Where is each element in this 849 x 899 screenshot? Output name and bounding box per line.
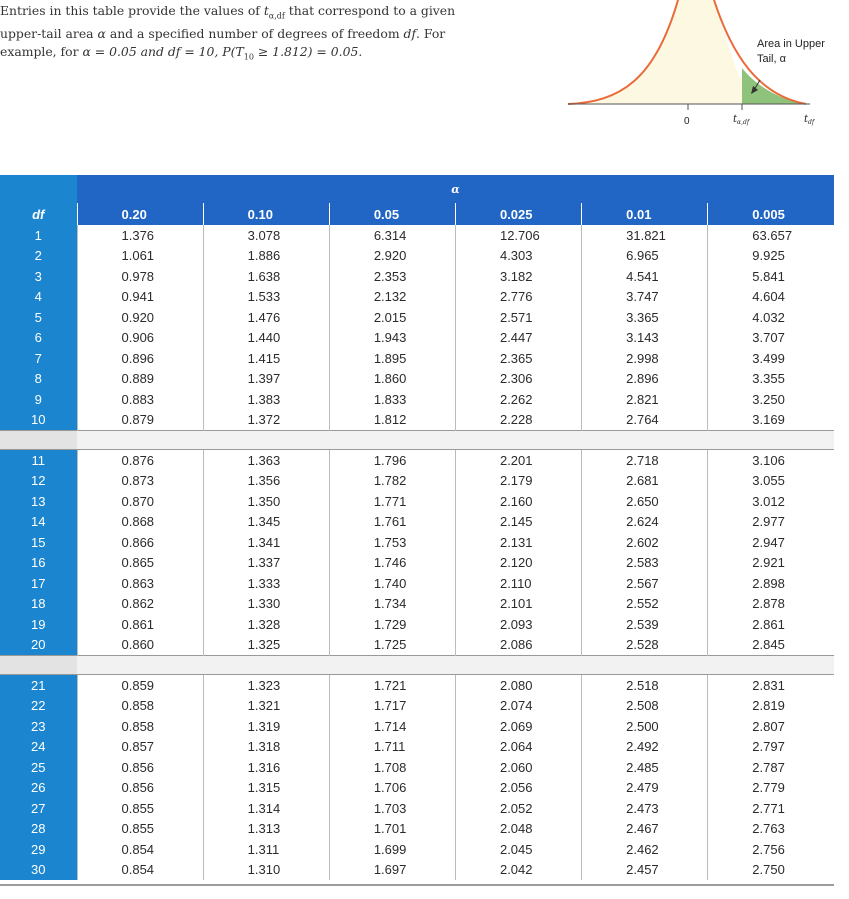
table-row xyxy=(0,553,834,574)
df-cell: 12 xyxy=(0,471,77,492)
value-cell: 2.080 xyxy=(455,675,581,696)
table-body xyxy=(0,225,834,880)
value-cell: 2.447 xyxy=(455,328,581,349)
value-cell: 1.771 xyxy=(329,491,455,512)
value-cell: 1.328 xyxy=(203,614,329,635)
value-cell: 1.740 xyxy=(329,573,455,594)
df-cell: 19 xyxy=(0,614,77,635)
value-cell: 1.860 xyxy=(329,369,455,390)
column-header: 0.20 xyxy=(77,203,203,225)
tdf-label xyxy=(804,114,816,126)
value-cell: 0.855 xyxy=(77,798,203,819)
table-row xyxy=(0,471,834,492)
value-cell: 2.718 xyxy=(582,450,708,471)
value-cell: 0.856 xyxy=(77,757,203,778)
value-cell: 3.169 xyxy=(708,410,834,431)
table-row xyxy=(0,532,834,553)
value-cell: 1.061 xyxy=(77,246,203,267)
alpha-label: α xyxy=(451,183,460,196)
value-cell: 1.321 xyxy=(203,696,329,717)
t-table-container xyxy=(0,175,849,880)
bottom-rule xyxy=(0,884,834,886)
value-cell: 0.868 xyxy=(77,512,203,533)
value-cell: 4.541 xyxy=(582,266,708,287)
table-row xyxy=(0,512,834,533)
df-cell: 2 xyxy=(0,246,77,267)
value-cell: 2.821 xyxy=(582,389,708,410)
value-cell: 1.714 xyxy=(329,716,455,737)
table-row xyxy=(0,675,834,696)
value-cell: 0.859 xyxy=(77,675,203,696)
value-cell: 1.717 xyxy=(329,696,455,717)
value-cell: 1.703 xyxy=(329,798,455,819)
value-cell: 0.906 xyxy=(77,328,203,349)
value-cell: 2.064 xyxy=(455,737,581,758)
value-cell: 2.998 xyxy=(582,348,708,369)
tdf-sub: df xyxy=(808,119,815,126)
df-cell: 26 xyxy=(0,778,77,799)
value-cell: 1.315 xyxy=(203,778,329,799)
value-cell: 1.356 xyxy=(203,471,329,492)
intro-text-4: . For example, for xyxy=(0,26,446,60)
value-cell: 2.056 xyxy=(455,778,581,799)
value-cell: 1.325 xyxy=(203,635,329,656)
value-cell: 2.763 xyxy=(708,819,834,840)
value-cell: 2.583 xyxy=(582,553,708,574)
df-symbol: df xyxy=(403,26,417,42)
df-cell: 23 xyxy=(0,716,77,737)
separator-df-cell xyxy=(0,656,77,675)
value-cell: 2.797 xyxy=(708,737,834,758)
value-cell: 2.861 xyxy=(708,614,834,635)
df-cell: 25 xyxy=(0,757,77,778)
df-cell: 11 xyxy=(0,450,77,471)
table-row xyxy=(0,614,834,635)
table-row xyxy=(0,369,834,390)
t-alpha-sub: α,df xyxy=(737,119,750,126)
value-cell: 3.707 xyxy=(708,328,834,349)
value-cell: 9.925 xyxy=(708,246,834,267)
value-cell: 0.854 xyxy=(77,860,203,881)
value-cell: 1.376 xyxy=(77,225,203,246)
value-cell: 2.571 xyxy=(455,307,581,328)
df-cell: 8 xyxy=(0,369,77,390)
value-cell: 0.854 xyxy=(77,839,203,860)
value-cell: 3.106 xyxy=(708,450,834,471)
value-cell: 2.052 xyxy=(455,798,581,819)
column-header-row xyxy=(0,203,834,225)
value-cell: 2.457 xyxy=(582,860,708,881)
value-cell: 1.330 xyxy=(203,594,329,615)
df-cell: 28 xyxy=(0,819,77,840)
value-cell: 1.746 xyxy=(329,553,455,574)
value-cell: 1.895 xyxy=(329,348,455,369)
group-separator xyxy=(0,656,834,675)
alpha-header-row xyxy=(0,175,834,203)
value-cell: 6.965 xyxy=(582,246,708,267)
value-cell: 2.539 xyxy=(582,614,708,635)
value-cell: 0.856 xyxy=(77,778,203,799)
value-cell: 2.179 xyxy=(455,471,581,492)
table-row xyxy=(0,287,834,308)
df-cell: 6 xyxy=(0,328,77,349)
value-cell: 2.086 xyxy=(455,635,581,656)
t-alpha-label xyxy=(733,114,751,126)
value-cell: 2.473 xyxy=(582,798,708,819)
table-row xyxy=(0,839,834,860)
df-cell: 16 xyxy=(0,553,77,574)
table-row xyxy=(0,348,834,369)
value-cell: 2.756 xyxy=(708,839,834,860)
table-row xyxy=(0,266,834,287)
table-row xyxy=(0,798,834,819)
df-cell: 10 xyxy=(0,410,77,431)
example-text-2: ≥ 1.812) = 0.05. xyxy=(253,44,363,60)
value-cell: 2.060 xyxy=(455,757,581,778)
column-header: 0.025 xyxy=(455,203,581,225)
value-cell: 1.943 xyxy=(329,328,455,349)
value-cell: 2.779 xyxy=(708,778,834,799)
value-cell: 2.898 xyxy=(708,573,834,594)
value-cell: 1.476 xyxy=(203,307,329,328)
value-cell: 1.319 xyxy=(203,716,329,737)
value-cell: 1.699 xyxy=(329,839,455,860)
value-cell: 2.160 xyxy=(455,491,581,512)
tdf-main: t xyxy=(804,114,809,125)
value-cell: 1.363 xyxy=(203,450,329,471)
value-cell: 3.055 xyxy=(708,471,834,492)
value-cell: 1.734 xyxy=(329,594,455,615)
t-subscript: α,df xyxy=(268,11,285,21)
value-cell: 6.314 xyxy=(329,225,455,246)
table-row xyxy=(0,246,834,267)
value-cell: 2.306 xyxy=(455,369,581,390)
df-cell: 5 xyxy=(0,307,77,328)
value-cell: 1.350 xyxy=(203,491,329,512)
value-cell: 2.228 xyxy=(455,410,581,431)
alpha-symbol: α xyxy=(97,26,106,42)
table-row xyxy=(0,737,834,758)
value-cell: 1.316 xyxy=(203,757,329,778)
value-cell: 0.876 xyxy=(77,450,203,471)
value-cell: 12.706 xyxy=(455,225,581,246)
value-cell: 2.015 xyxy=(329,307,455,328)
alpha-header-df-spacer xyxy=(0,175,77,203)
value-cell: 1.440 xyxy=(203,328,329,349)
value-cell: 1.711 xyxy=(329,737,455,758)
t-symbol: t xyxy=(263,3,269,18)
separator-cell xyxy=(77,431,834,450)
value-cell: 0.861 xyxy=(77,614,203,635)
df-cell: 18 xyxy=(0,594,77,615)
table-row xyxy=(0,819,834,840)
value-cell: 2.131 xyxy=(455,532,581,553)
value-cell: 1.886 xyxy=(203,246,329,267)
intro-paragraph xyxy=(0,2,500,67)
value-cell: 1.337 xyxy=(203,553,329,574)
value-cell: 4.303 xyxy=(455,246,581,267)
alpha-header xyxy=(77,175,834,203)
value-cell: 2.048 xyxy=(455,819,581,840)
value-cell: 1.833 xyxy=(329,389,455,410)
column-header: 0.10 xyxy=(203,203,329,225)
value-cell: 2.878 xyxy=(708,594,834,615)
df-cell: 17 xyxy=(0,573,77,594)
value-cell: 1.782 xyxy=(329,471,455,492)
value-cell: 2.145 xyxy=(455,512,581,533)
df-cell: 1 xyxy=(0,225,77,246)
value-cell: 1.314 xyxy=(203,798,329,819)
value-cell: 2.831 xyxy=(708,675,834,696)
area-label-line2: Tail, α xyxy=(757,53,786,65)
value-cell: 2.624 xyxy=(582,512,708,533)
value-cell: 1.310 xyxy=(203,860,329,881)
df-cell: 24 xyxy=(0,737,77,758)
value-cell: 0.920 xyxy=(77,307,203,328)
value-cell: 1.701 xyxy=(329,819,455,840)
value-cell: 0.863 xyxy=(77,573,203,594)
value-cell: 1.638 xyxy=(203,266,329,287)
value-cell: 1.383 xyxy=(203,389,329,410)
value-cell: 1.415 xyxy=(203,348,329,369)
df-cell: 22 xyxy=(0,696,77,717)
value-cell: 2.132 xyxy=(329,287,455,308)
value-cell: 2.462 xyxy=(582,839,708,860)
table-row xyxy=(0,450,834,471)
value-cell: 2.101 xyxy=(455,594,581,615)
value-cell: 3.365 xyxy=(582,307,708,328)
separator-df-cell xyxy=(0,431,77,450)
value-cell: 2.528 xyxy=(582,635,708,656)
value-cell: 0.896 xyxy=(77,348,203,369)
value-cell: 2.365 xyxy=(455,348,581,369)
value-cell: 2.485 xyxy=(582,757,708,778)
value-cell: 1.345 xyxy=(203,512,329,533)
value-cell: 2.602 xyxy=(582,532,708,553)
value-cell: 5.841 xyxy=(708,266,834,287)
value-cell: 1.397 xyxy=(203,369,329,390)
value-cell: 4.604 xyxy=(708,287,834,308)
df-cell: 13 xyxy=(0,491,77,512)
value-cell: 4.032 xyxy=(708,307,834,328)
df-cell: 20 xyxy=(0,635,77,656)
value-cell: 1.706 xyxy=(329,778,455,799)
value-cell: 3.182 xyxy=(455,266,581,287)
value-cell: 2.508 xyxy=(582,696,708,717)
value-cell: 2.120 xyxy=(455,553,581,574)
t-distribution-table xyxy=(0,175,834,880)
value-cell: 0.873 xyxy=(77,471,203,492)
value-cell: 0.879 xyxy=(77,410,203,431)
value-cell: 3.355 xyxy=(708,369,834,390)
t-curve-graphic xyxy=(560,0,849,140)
table-row xyxy=(0,594,834,615)
value-cell: 2.467 xyxy=(582,819,708,840)
value-cell: 1.318 xyxy=(203,737,329,758)
value-cell: 1.323 xyxy=(203,675,329,696)
value-cell: 3.499 xyxy=(708,348,834,369)
value-cell: 2.074 xyxy=(455,696,581,717)
value-cell: 1.311 xyxy=(203,839,329,860)
value-cell: 3.143 xyxy=(582,328,708,349)
example-subscript: 10 xyxy=(243,52,254,62)
value-cell: 2.921 xyxy=(708,553,834,574)
table-row xyxy=(0,389,834,410)
t-distribution-figure xyxy=(560,0,849,140)
value-cell: 2.771 xyxy=(708,798,834,819)
value-cell: 3.078 xyxy=(203,225,329,246)
value-cell: 2.500 xyxy=(582,716,708,737)
df-cell: 21 xyxy=(0,675,77,696)
table-row xyxy=(0,696,834,717)
table-row xyxy=(0,757,834,778)
value-cell: 0.860 xyxy=(77,635,203,656)
value-cell: 1.761 xyxy=(329,512,455,533)
df-cell: 3 xyxy=(0,266,77,287)
value-cell: 3.012 xyxy=(708,491,834,512)
table-row xyxy=(0,860,834,881)
curve-fill xyxy=(568,0,742,104)
value-cell: 2.845 xyxy=(708,635,834,656)
value-cell: 0.862 xyxy=(77,594,203,615)
df-cell: 14 xyxy=(0,512,77,533)
value-cell: 0.866 xyxy=(77,532,203,553)
intro-text-3: and a specified number of degrees of freedom xyxy=(105,26,404,42)
df-header: df xyxy=(0,203,77,225)
value-cell: 0.865 xyxy=(77,553,203,574)
zero-label: 0 xyxy=(684,116,690,127)
column-header: 0.005 xyxy=(708,203,834,225)
value-cell: 2.518 xyxy=(582,675,708,696)
value-cell: 0.978 xyxy=(77,266,203,287)
value-cell: 1.333 xyxy=(203,573,329,594)
table-row xyxy=(0,491,834,512)
df-cell: 4 xyxy=(0,287,77,308)
value-cell: 1.812 xyxy=(329,410,455,431)
value-cell: 2.353 xyxy=(329,266,455,287)
value-cell: 2.947 xyxy=(708,532,834,553)
value-cell: 0.889 xyxy=(77,369,203,390)
value-cell: 2.069 xyxy=(455,716,581,737)
table-row xyxy=(0,635,834,656)
value-cell: 0.870 xyxy=(77,491,203,512)
value-cell: 2.479 xyxy=(582,778,708,799)
value-cell: 2.920 xyxy=(329,246,455,267)
table-row xyxy=(0,573,834,594)
value-cell: 1.796 xyxy=(329,450,455,471)
value-cell: 2.896 xyxy=(582,369,708,390)
value-cell: 1.729 xyxy=(329,614,455,635)
table-row xyxy=(0,328,834,349)
value-cell: 2.819 xyxy=(708,696,834,717)
value-cell: 2.750 xyxy=(708,860,834,881)
df-cell: 7 xyxy=(0,348,77,369)
value-cell: 2.110 xyxy=(455,573,581,594)
area-label-line1: Area in Upper xyxy=(757,38,825,50)
value-cell: 1.372 xyxy=(203,410,329,431)
value-cell: 1.313 xyxy=(203,819,329,840)
value-cell: 2.787 xyxy=(708,757,834,778)
value-cell: 2.650 xyxy=(582,491,708,512)
table-row xyxy=(0,778,834,799)
value-cell: 1.708 xyxy=(329,757,455,778)
value-cell: 2.552 xyxy=(582,594,708,615)
value-cell: 2.492 xyxy=(582,737,708,758)
value-cell: 1.753 xyxy=(329,532,455,553)
value-cell: 0.941 xyxy=(77,287,203,308)
value-cell: 3.747 xyxy=(582,287,708,308)
intro-text-1: Entries in this table provide the values of xyxy=(0,3,264,18)
value-cell: 1.725 xyxy=(329,635,455,656)
value-cell: 1.721 xyxy=(329,675,455,696)
value-cell: 63.657 xyxy=(708,225,834,246)
df-cell: 27 xyxy=(0,798,77,819)
value-cell: 2.681 xyxy=(582,471,708,492)
value-cell: 1.341 xyxy=(203,532,329,553)
example-text-1: α = 0.05 and df = 10, P(T xyxy=(82,44,244,60)
value-cell: 2.567 xyxy=(582,573,708,594)
value-cell: 2.764 xyxy=(582,410,708,431)
df-cell: 30 xyxy=(0,860,77,881)
df-cell: 29 xyxy=(0,839,77,860)
column-header: 0.01 xyxy=(582,203,708,225)
value-cell: 1.533 xyxy=(203,287,329,308)
value-cell: 2.093 xyxy=(455,614,581,635)
value-cell: 1.697 xyxy=(329,860,455,881)
value-cell: 0.857 xyxy=(77,737,203,758)
value-cell: 0.855 xyxy=(77,819,203,840)
df-cell: 15 xyxy=(0,532,77,553)
table-row xyxy=(0,307,834,328)
value-cell: 2.201 xyxy=(455,450,581,471)
df-cell: 9 xyxy=(0,389,77,410)
value-cell: 2.776 xyxy=(455,287,581,308)
value-cell: 2.262 xyxy=(455,389,581,410)
t-alpha-main: t xyxy=(733,114,738,125)
table-row xyxy=(0,716,834,737)
table-row xyxy=(0,225,834,246)
table-row xyxy=(0,410,834,431)
value-cell: 3.250 xyxy=(708,389,834,410)
separator-cell xyxy=(77,656,834,675)
value-cell: 2.045 xyxy=(455,839,581,860)
group-separator xyxy=(0,431,834,450)
value-cell: 2.807 xyxy=(708,716,834,737)
value-cell: 2.042 xyxy=(455,860,581,881)
column-header: 0.05 xyxy=(329,203,455,225)
value-cell: 0.883 xyxy=(77,389,203,410)
value-cell: 0.858 xyxy=(77,716,203,737)
value-cell: 2.977 xyxy=(708,512,834,533)
value-cell: 0.858 xyxy=(77,696,203,717)
value-cell: 31.821 xyxy=(582,225,708,246)
intro-text-2: that correspond to a given upper-tail area xyxy=(0,3,456,42)
